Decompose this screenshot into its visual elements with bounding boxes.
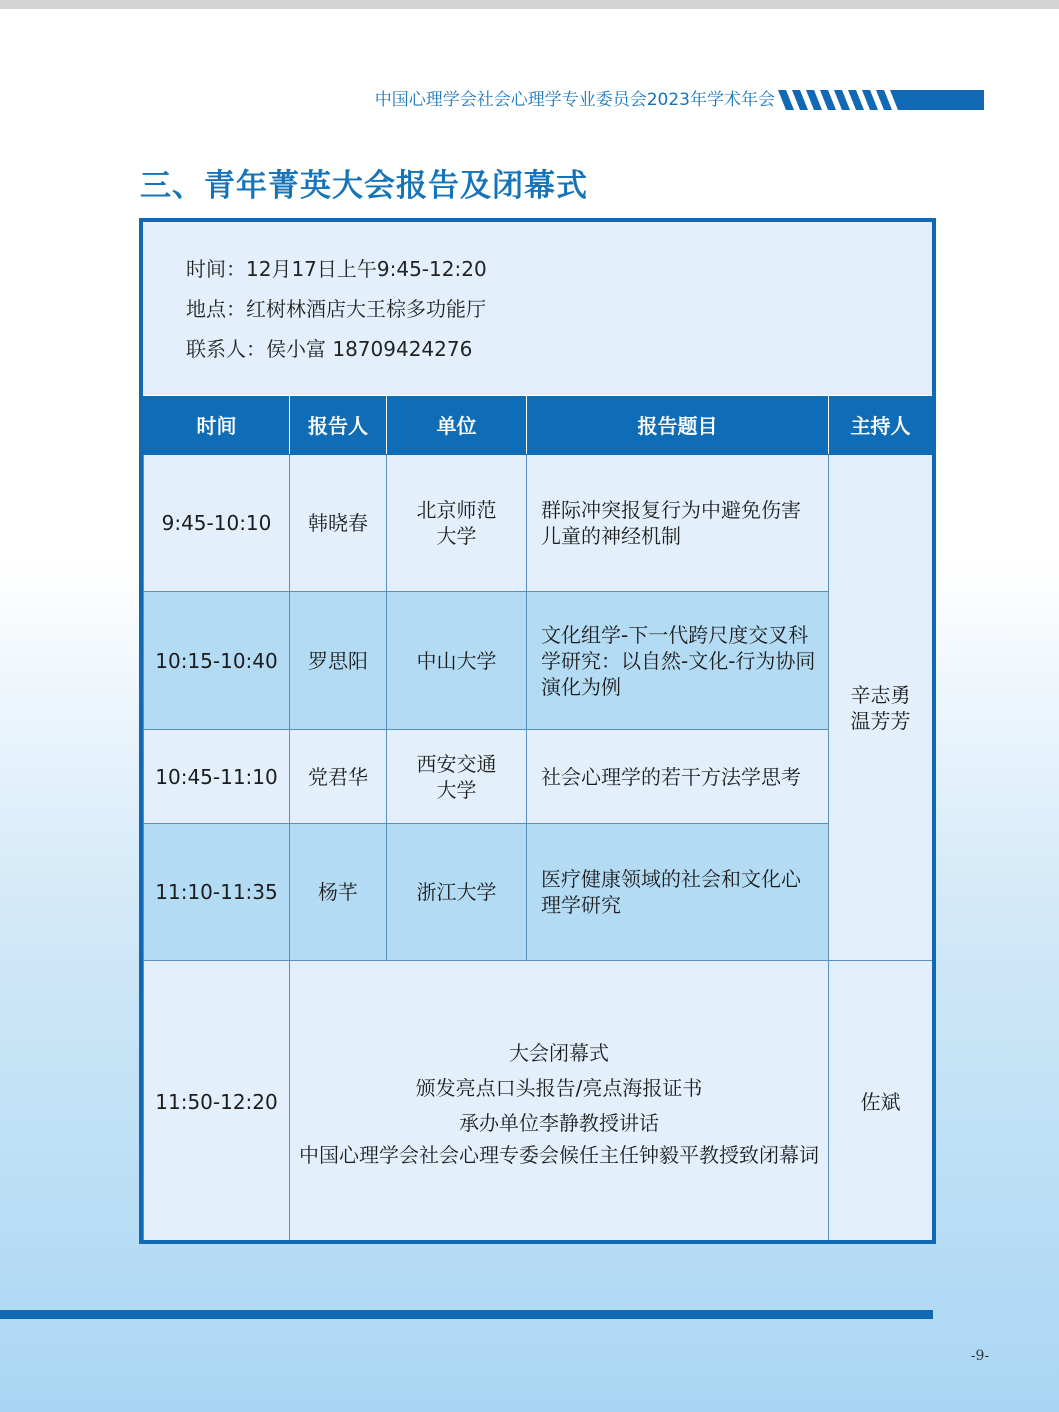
row-unit: 中山大学 — [387, 592, 527, 730]
schedule-frame — [139, 218, 936, 1244]
page-number: -9- — [970, 1348, 990, 1364]
row-unit: 北京师范 大学 — [387, 455, 527, 592]
row-time: 10:15-10:40 — [144, 592, 290, 730]
footer-bar — [0, 1310, 933, 1319]
row-unit: 西安交通 大学 — [387, 730, 527, 824]
row-time: 9:45-10:10 — [144, 455, 290, 592]
row-topic: 社会心理学的若干方法学思考 — [527, 730, 829, 824]
event-time: 时间：12月17日上午9:45-12:20 — [186, 257, 487, 281]
row-speaker: 韩晓春 — [290, 455, 387, 592]
row-time: 11:10-11:35 — [144, 824, 290, 961]
row-topic: 文化组学-下一代跨尺度交叉科学研究：以自然-文化-行为协同演化为例 — [527, 592, 829, 730]
col-header-topic: 报告题目 — [527, 397, 829, 455]
row-speaker: 罗思阳 — [290, 592, 387, 730]
closing-item: 颁发亮点口头报告/亮点海报证书 — [415, 1075, 703, 1100]
closing-item: 大会闭幕式 — [509, 1040, 609, 1065]
section-title: 三、青年菁英大会报告及闭幕式 — [140, 168, 588, 204]
running-header-title: 中国心理学会社会心理学专业委员会2023年学术年会 — [374, 90, 775, 110]
col-header-unit: 单位 — [387, 397, 527, 455]
col-header-time: 时间 — [144, 397, 290, 455]
row-unit: 浙江大学 — [387, 824, 527, 961]
col-header-speaker: 报告人 — [290, 397, 387, 455]
host-cell: 辛志勇 温芳芳 — [829, 455, 933, 961]
row-topic: 医疗健康领域的社会和文化心理学研究 — [527, 824, 829, 961]
closing-item: 中国心理学会社会心理专委会候任主任钟毅平教授致闭幕词 — [299, 1142, 819, 1167]
row-speaker: 党君华 — [290, 730, 387, 824]
row-topic: 群际冲突报复行为中避免伤害儿童的神经机制 — [527, 455, 829, 592]
col-header-host: 主持人 — [829, 397, 933, 455]
closing-host: 佐斌 — [829, 961, 933, 1244]
header-stripe-decoration — [778, 90, 984, 110]
event-place: 地点：红树林酒店大王棕多功能厅 — [186, 297, 486, 321]
event-contact: 联系人：侯小富 18709424276 — [186, 337, 473, 361]
closing-item: 承办单位李静教授讲话 — [459, 1110, 659, 1135]
closing-time: 11:50-12:20 — [144, 961, 290, 1244]
top-edge-rule — [0, 0, 1059, 9]
row-time: 10:45-11:10 — [144, 730, 290, 824]
row-speaker: 杨芊 — [290, 824, 387, 961]
